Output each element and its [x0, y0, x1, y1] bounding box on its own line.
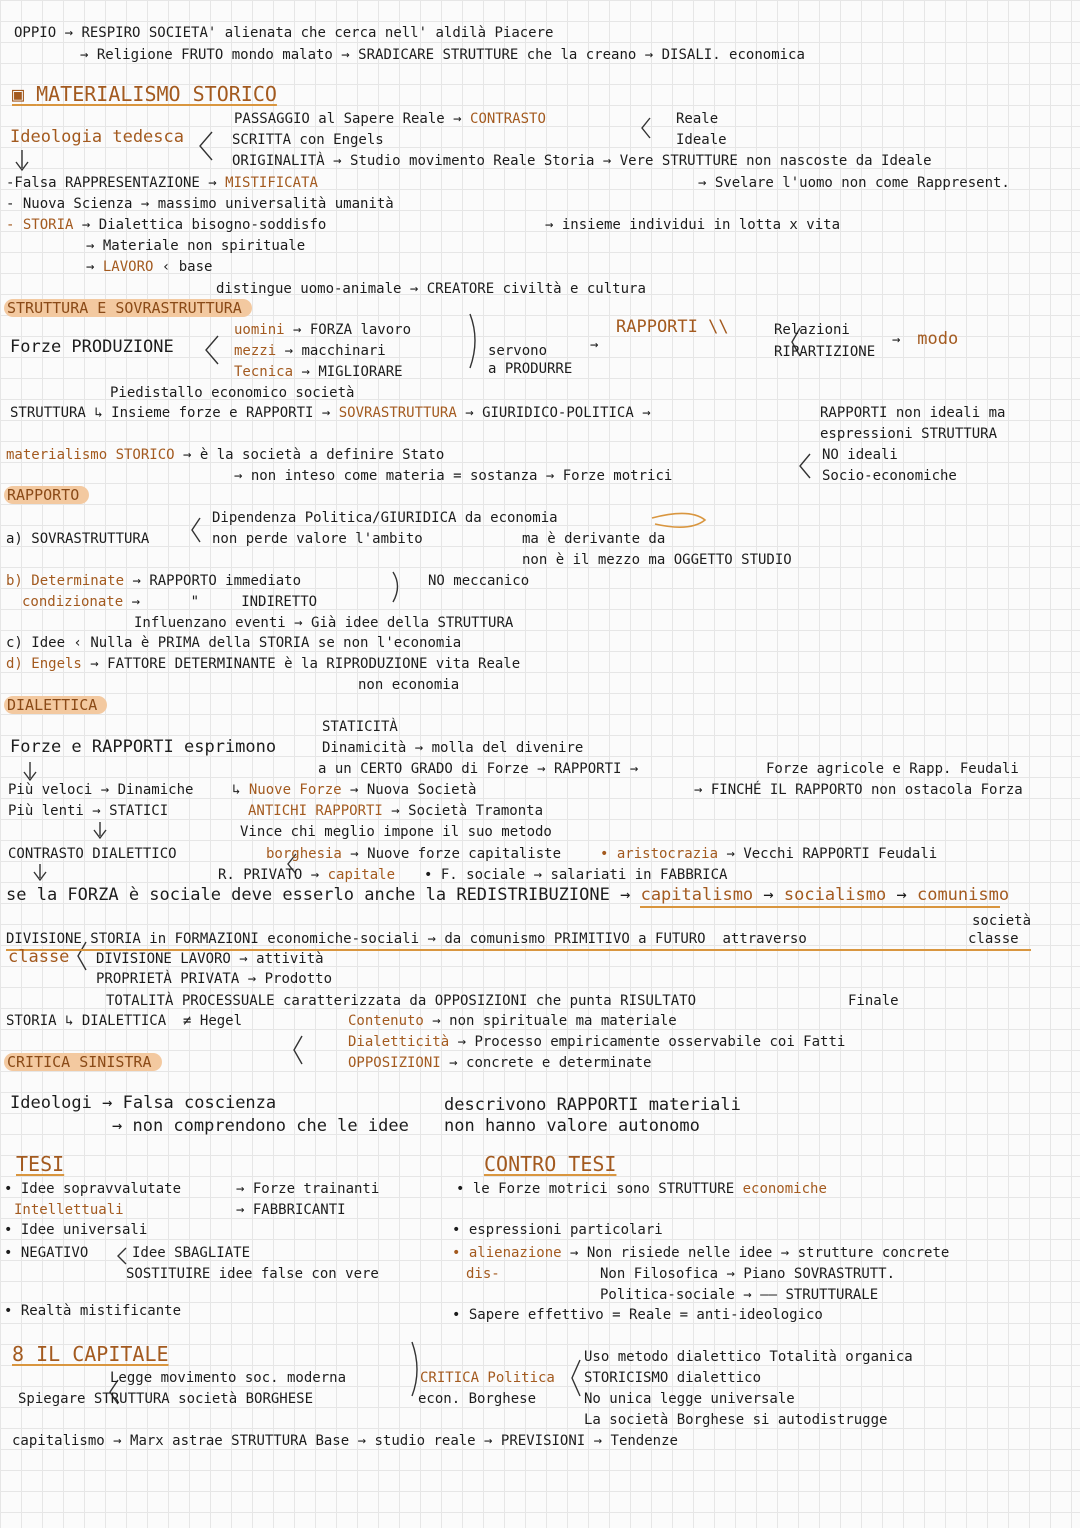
nuove-forze-text: Nuove Forze [248, 782, 342, 798]
contenuto-text: Contenuto [348, 1013, 424, 1029]
insieme-line: → insieme individui in lotta x vita [545, 217, 841, 233]
contro-1a: • le Forze motrici sono STRUTTURE [456, 1181, 735, 1197]
ripartizione-text: RIPARTIZIONE [774, 344, 876, 360]
autodistrugge: La società Borghese si autodistrugge [584, 1412, 888, 1428]
oppio-text: RESPIRO SOCIETA' alienata che cerca nell' aldilà Piacere [81, 25, 554, 41]
tesi-1a-line: → Forze trainanti [236, 1181, 380, 1197]
struttura-line: STRUTTURA ↳ Insieme forze e RAPPORTI → SOVRASTRUTTURA → GIURIDICO-POLITICA → [10, 405, 651, 421]
materiale-line: → Materiale non spirituale [86, 238, 306, 254]
piu-veloci-line: Più veloci → Dinamiche [8, 782, 194, 798]
struttura-label: STRUTTURA [10, 405, 86, 421]
tramonta-text: Società Tramonta [408, 803, 544, 819]
struttura-heading: STRUTTURA E SOVRASTRUTTURA [4, 299, 252, 317]
molla-text: molla del divenire [431, 740, 584, 756]
sovrastruttura-text: SOVRASTRUTTURA [338, 405, 457, 421]
dinamicita-text: Dinamicità [322, 740, 407, 756]
salariati-text: salariati in FABBRICA [550, 867, 728, 883]
staticita-text: STATICITÀ [322, 719, 398, 735]
reale-text: Reale [676, 111, 719, 127]
non-comprendono-text: non comprendono che le idee [132, 1116, 409, 1136]
fabbricanti: FABBRICANTI [252, 1202, 346, 1218]
alienazione-text: • alienazione [452, 1245, 562, 1261]
opposizioni-text: OPPOSIZIONI [348, 1055, 441, 1071]
uso-metodo: Uso metodo dialettico Totalità organica [584, 1349, 913, 1365]
dialettica-text: Dialettica bisogno-soddisfo [98, 217, 327, 233]
capitale-text: capitale [327, 867, 396, 883]
non-spirituale-text: non spirituale ma materiale [449, 1013, 677, 1029]
strutture-concrete: strutture concrete [797, 1245, 950, 1261]
tesi-1b-line: → FABBRICANTI [236, 1202, 346, 1218]
e-la-societa: è la società a definire Stato [199, 447, 445, 463]
antichi-text: ANTICHI RAPPORTI [248, 803, 383, 819]
rapporto-immediato: RAPPORTO immediato [149, 573, 302, 589]
spiegare-text: Spiegare [18, 1391, 86, 1407]
materialismo-title: MATERIALISMO STORICO [36, 82, 277, 106]
contrasto-text: CONTRASTO [470, 111, 546, 127]
forze-trainanti: Forze trainanti [252, 1181, 380, 1197]
dial-rapporti: RAPPORTI [554, 761, 622, 777]
servono-text: servono [488, 343, 548, 359]
non-comprendono-line: → non comprendono che le idee [112, 1116, 409, 1136]
influenzano-line: Influenzano eventi → Già idee della STRUTTURA [134, 615, 514, 631]
redistribuzione-line: se la FORZA è sociale deve esserlo anche la REDISTRIBUZIONE → capitalismo → socialismo → comunismo [6, 885, 1010, 905]
tesi-4: • Realtà mistificante [4, 1303, 182, 1319]
aristocrazia-text: • aristocrazia [600, 846, 719, 862]
borghesia-line: borghesia → Nuove forze capitaliste [266, 846, 562, 862]
condizionate-line: condizionate → " INDIRETTO [22, 594, 318, 610]
nuova-line: - Nuova Scienza → massimo universalità umanità [6, 196, 394, 212]
religione-line: → Religione FRUTO mondo malato → SRADICARE STRUTTURE che la creano → DISALI. economica [80, 47, 805, 63]
previsioni-text: PREVISIONI [500, 1433, 586, 1449]
storia-text: STORIA [6, 1013, 57, 1029]
divisione-line: DIVISIONE STORIA in FORMAZIONI economiche-sociali → da comunismo PRIMITIVO a FUTURO attraverso [6, 931, 807, 947]
non-filosofica: Non Filosofica [600, 1266, 719, 1282]
materiale-text: Materiale non spirituale [102, 238, 306, 254]
opposizioni-line: OPPOSIZIONI → concrete e determinate [348, 1055, 652, 1071]
base-text: base [178, 259, 213, 275]
non-mezzo-text: non è il mezzo ma OGGETTO STUDIO [522, 552, 792, 568]
migliorare-text: MIGLIORARE [318, 364, 403, 380]
insieme-text: insieme individui in lotta x vita [561, 217, 841, 233]
hegel-text: ≠ Hegel [183, 1013, 243, 1029]
idee-c: c) Idee [6, 635, 66, 651]
engels-line: d) Engels → FATTORE DETERMINANTE è la RIPRODUZIONE vita Reale [6, 656, 521, 672]
processo-text: Processo empiricamente osservabile coi Fatti [474, 1034, 846, 1050]
politica-sociale-line: Politica-sociale → —— STRUTTURALE [600, 1287, 879, 1303]
vecchi-text: Vecchi RAPPORTI Feudali [743, 846, 938, 862]
socialismo-text: socialismo [783, 885, 887, 905]
oppio-label: OPPIO [14, 25, 57, 41]
mistificata-text: MISTIFICATA [225, 175, 318, 191]
condizionate-text: condizionate [22, 594, 124, 610]
comunismo-text: comunismo [916, 885, 1010, 905]
proprieta-text: PROPRIETÀ PRIVATA [96, 971, 240, 987]
studio-reale: studio reale [374, 1433, 476, 1449]
relazioni-text: Relazioni [774, 322, 850, 338]
aristocrazia-line: • aristocrazia → Vecchi RAPPORTI Feudali [600, 846, 938, 862]
modo-text: modo [917, 329, 959, 349]
non-economia-text: non economia [358, 677, 460, 693]
insieme-forze: Insieme forze e RAPPORTI [111, 405, 314, 421]
distingue-line: distingue uomo-animale → CREATORE civiltà e cultura [216, 281, 646, 297]
tecnica-line: Tecnica → MIGLIORARE [234, 364, 403, 380]
storia-dialettica-line: STORIA ↳ DIALETTICA ≠ Hegel [6, 1013, 243, 1029]
rapporto-heading: RAPPORTO [4, 486, 89, 504]
contro-tesi-heading: CONTRO TESI [484, 1152, 617, 1176]
prodotto-text: Prodotto [264, 971, 333, 987]
ideologi-text: Ideologi [10, 1093, 92, 1113]
nuova-societa-text: Nuova Società [366, 782, 477, 798]
totalita-text: TOTALITÀ PROCESSUALE caratterizzata da OPPOSIZIONI che punta RISULTATO [106, 993, 697, 1009]
macchinari-text: macchinari [301, 343, 386, 359]
determinate-text: b) Determinate [6, 573, 125, 589]
passaggio-line: PASSAGGIO al Sapere Reale → CONTRASTO [234, 111, 546, 127]
falsa-line: -Falsa RAPPRESENTAZIONE → MISTIFICATA [6, 175, 318, 191]
piu-lenti-line: Più lenti → STATICI [8, 803, 169, 819]
critica-heading: CRITICA SINISTRA [4, 1053, 162, 1071]
contenuto-line: Contenuto → non spirituale ma materiale [348, 1013, 677, 1029]
dialettica-lbl: DIALETTICA [81, 1013, 167, 1029]
certo-grado-line: a un CERTO GRADO di Forze → RAPPORTI → [318, 761, 639, 777]
piu-veloci-text: Più veloci [8, 782, 93, 798]
massimo-text: massimo universalità umanità [157, 196, 394, 212]
falsa-coscienza: Falsa coscienza [122, 1093, 277, 1113]
divisione-lavoro: DIVISIONE LAVORO [96, 951, 231, 967]
tesi-2: • Idee universali [4, 1222, 148, 1238]
sradicare-text: SRADICARE STRUTTURE che la creano [358, 47, 637, 63]
tendenze-text: Tendenze [610, 1433, 678, 1449]
non-risiede: Non risiede nelle idee [586, 1245, 773, 1261]
tesi-heading: TESI [16, 1152, 65, 1176]
econ-borghese: econ. Borghese [418, 1391, 537, 1407]
dis-text: dis- [466, 1266, 500, 1282]
piu-lenti-text: Più lenti [8, 803, 84, 819]
se-la-forza: se la FORZA è sociale deve esserlo anche la REDISTRIBUZIONE [6, 885, 610, 905]
capitalismo-label: capitalismo [12, 1433, 105, 1449]
studio-text: Studio movimento Reale Storia [350, 153, 595, 169]
forze-agricole-text: Forze agricole e Rapp. Feudali [766, 761, 1019, 777]
forze-produzione: Forze PRODUZIONE [10, 337, 174, 357]
divisione-lavoro-line: DIVISIONE LAVORO → attività [96, 951, 324, 967]
legge-text: Legge movimento soc. moderna [110, 1370, 347, 1386]
attraverso-text: attraverso [722, 931, 807, 947]
giuridico-text: GIURIDICO-POLITICA [482, 405, 634, 421]
idee-sbagliate: Idee SBAGLIATE [132, 1245, 251, 1261]
materialismo-storico-text: materialismo STORICO [6, 447, 175, 463]
ditto-mark: " [190, 594, 200, 610]
certo-grado-text: a un CERTO GRADO di Forze [318, 761, 529, 777]
spiegare-line [18, 1390, 313, 1408]
non-inteso-text: non inteso come materia = sostanza [250, 468, 538, 484]
capitalismo-text: capitalismo [640, 885, 754, 905]
distingue-text: distingue uomo-animale [216, 281, 402, 297]
nuova-text: - Nuova Scienza [6, 196, 133, 212]
capitale-heading: 8 IL CAPITALE [12, 1342, 169, 1366]
comunismo-underline [640, 906, 1000, 908]
materialismo-heading: ▣ MATERIALISMO STORICO [12, 82, 277, 106]
concrete-text: concrete e determinate [466, 1055, 652, 1071]
struttura-borghese: STRUTTURA società BORGHESE [93, 1391, 314, 1407]
modo-line: → modo [892, 329, 959, 349]
piedistallo-text: Piedistallo economico società [110, 385, 355, 401]
borghesia-text: borghesia [266, 846, 342, 862]
forze-motrici-text: Forze motrici [562, 468, 673, 484]
finale-text: Finale [848, 993, 899, 1009]
dialettica-heading: DIALETTICA [4, 696, 107, 714]
non-inteso-line: → non inteso come materia = sostanza → Forze motrici [234, 468, 673, 484]
finche-line: → FINCHÉ IL RAPPORTO non ostacola Forza [694, 782, 1023, 798]
fattore-text: FATTORE DETERMINANTE è la RIPRODUZIONE vita Reale [107, 656, 521, 672]
svelare-line: → Svelare l'uomo non come Rappresent. [698, 175, 1010, 191]
lavoro-line: → LAVORO ‹ base [86, 259, 213, 275]
influenzano-text: Influenzano eventi [134, 615, 286, 631]
critica-politica: CRITICA Politica [420, 1370, 555, 1386]
oppio-line: OPPIO → RESPIRO SOCIETA' alienata che cerca nell' aldilà Piacere [14, 25, 554, 41]
materialismo-line: materialismo STORICO → è la società a definire Stato [6, 447, 445, 463]
vince-text: Vince chi meglio impone il suo metodo [240, 824, 552, 840]
f-sociale-text: • F. sociale [424, 867, 526, 883]
strutturale: STRUTTURALE [785, 1287, 879, 1303]
contro-4: • Sapere effettivo = Reale = anti-ideologico [452, 1307, 823, 1323]
mezzi-line: mezzi → macchinari [234, 343, 386, 359]
dialetticita-text: Dialetticità [348, 1034, 450, 1050]
creatore-text: CREATORE civiltà e cultura [426, 281, 646, 297]
scritta-text: SCRITTA con Engels [232, 132, 384, 148]
svelare-text: Svelare l'uomo non come Rappresent. [714, 175, 1010, 191]
nuove-capitaliste: Nuove forze capitaliste [367, 846, 562, 862]
uomini-text: uomini [234, 322, 285, 338]
storicismo: STORICISMO dialettico [584, 1370, 762, 1386]
no-unica: No unica legge universale [584, 1391, 795, 1407]
rapporti-label: RAPPORTI [616, 317, 698, 337]
classe-right: classe [968, 931, 1019, 947]
arrow-rapporti: → [590, 337, 599, 353]
originalita-line: ORIGINALITÀ → Studio movimento Reale Storia → Vere STRUTTURE non nascoste da Ideale [232, 153, 932, 169]
capitalismo-line: capitalismo → Marx astrae STRUTTURA Base → studio reale → PREVISIONI → Tendenze [12, 1433, 678, 1449]
non-hanno-text: non hanno valore autonomo [444, 1116, 700, 1136]
rapporti-non-text: RAPPORTI non ideali ma [820, 405, 1006, 421]
non-perde-text: non perde valore l'ambito [212, 531, 423, 547]
privato-line: R. PRIVATO → capitale [218, 867, 396, 883]
antichi-line: ANTICHI RAPPORTI → Società Tramonta [248, 803, 544, 819]
originalita-text: ORIGINALITÀ [232, 153, 325, 169]
forze-rapporti-text: Forze e RAPPORTI esprimono [10, 737, 277, 757]
privato-text: R. PRIVATO [218, 867, 303, 883]
tesi-1: • Idee sopravvalutate [4, 1181, 182, 1197]
non-filosofica-line: Non Filosofica → Piano SOVRASTRUTT. [600, 1266, 896, 1282]
f-sociale-line: • F. sociale → salariati in FABBRICA [424, 867, 728, 883]
forza-lavoro-text: FORZA lavoro [309, 322, 412, 338]
finche-text: FINCHÉ IL RAPPORTO non ostacola Forza [710, 782, 1023, 798]
no-meccanico-text: NO meccanico [428, 573, 530, 589]
ideologi-line: Ideologi → Falsa coscienza [10, 1093, 277, 1113]
descrivono-text: descrivono RAPPORTI materiali [444, 1095, 741, 1115]
dinamiche-text: Dinamiche [117, 782, 194, 798]
tesi-3: • NEGATIVO [4, 1245, 89, 1261]
a-produrre-text: a PRODURRE [488, 361, 573, 377]
storia-line: - STORIA → Dialettica bisogno-soddisfo [6, 217, 327, 233]
nulla-text: Nulla è PRIMA della STORIA se non l'economia [90, 635, 462, 651]
ideale-text: Ideale [676, 132, 727, 148]
religione-text: Religione FRUTO mondo malato [96, 47, 333, 63]
sostituire: SOSTITUIRE idee false con vere [126, 1266, 379, 1282]
dinamicita-line: Dinamicità → molla del divenire [322, 740, 584, 756]
da-comunismo-text: da comunismo PRIMITIVO a FUTURO [444, 931, 706, 947]
contro-1-line [456, 1180, 827, 1198]
tecnica-text: Tecnica [234, 364, 294, 380]
contro-2: • espressioni particolari [452, 1222, 663, 1238]
no-ideali-text: NO ideali [822, 447, 898, 463]
lavoro-text: LAVORO [102, 259, 154, 275]
disali-text: DISALI. economica [661, 47, 805, 63]
dipendenza-text: Dipendenza Politica/GIURIDICA da economia [212, 510, 558, 526]
gia-idee-text: Già idee della STRUTTURA [311, 615, 514, 631]
rapporti-text: RAPPORTI \\ [616, 317, 729, 337]
nuove-forze-line: ↳ Nuove Forze → Nuova Società [232, 782, 477, 798]
ideologia-tedesca: Ideologia tedesca [10, 127, 184, 147]
politica-sociale: Politica-sociale [600, 1287, 735, 1303]
divisione-text: DIVISIONE STORIA in FORMAZIONI economiche-sociali [6, 931, 420, 947]
vere-text: Vere STRUTTURE non nascoste da Ideale [619, 153, 932, 169]
attivita-text: attività [256, 951, 324, 967]
statici-text: STATICI [109, 803, 169, 819]
intellettuali: Intellettuali [14, 1202, 124, 1218]
storia-label: - STORIA [6, 217, 74, 233]
ma-derivante-text: ma è derivante da [522, 531, 666, 547]
idee-line: c) Idee ‹ Nulla è PRIMA della STORIA se non l'economia [6, 635, 462, 651]
contro-1b: economiche [742, 1181, 827, 1197]
marx-text: Marx astrae STRUTTURA Base [130, 1433, 350, 1449]
falsa-text: -Falsa RAPPRESENTAZIONE [6, 175, 200, 191]
mezzi-text: mezzi [234, 343, 277, 359]
sovrastruttura-a: a) SOVRASTRUTTURA [6, 531, 150, 547]
contrasto-dialettico: CONTRASTO DIALETTICO [8, 846, 177, 862]
proprieta-line: PROPRIETÀ PRIVATA → Prodotto [96, 971, 333, 987]
uomini-line: uomini → FORZA lavoro [234, 322, 412, 338]
espressioni-text: espressioni STRUTTURA [820, 426, 998, 442]
classe-text: classe [8, 947, 70, 967]
dialetticita-line: Dialetticità → Processo empiricamente osservabile coi Fatti [348, 1034, 846, 1050]
determinate-line: b) Determinate → RAPPORTO immediato [6, 573, 302, 589]
engels-d: d) Engels [6, 656, 82, 672]
contro-3-line: • alienazione → Non risiede nelle idee → strutture concrete [452, 1245, 950, 1261]
indiretto-text: INDIRETTO [241, 594, 318, 610]
socio-text: Socio-economiche [822, 468, 957, 484]
passaggio-text: PASSAGGIO al Sapere Reale [234, 111, 445, 127]
societa-text: società [972, 913, 1032, 929]
piano-sovrastrutt: Piano SOVRASTRUTT. [743, 1266, 896, 1282]
